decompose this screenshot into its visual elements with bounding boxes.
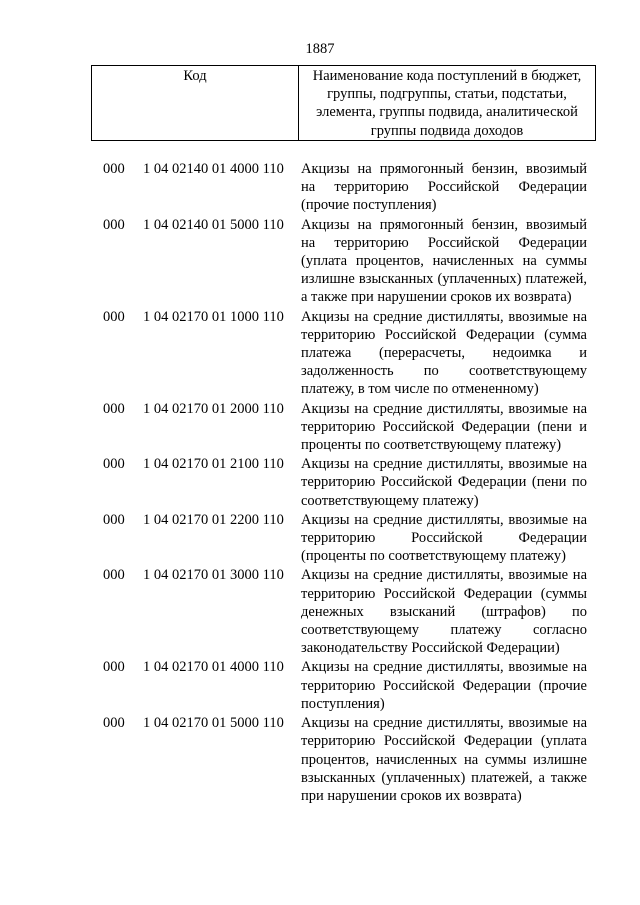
table-row bbox=[0, 511, 640, 566]
table-row bbox=[0, 216, 640, 307]
table-row bbox=[0, 160, 640, 215]
revenue-name: Акцизы на средние дистилляты, ввозимые на территорию Российской Федерации (проценты по соответствующему платежу) bbox=[301, 511, 587, 565]
revenue-name: Акцизы на средние дистилляты, ввозимые на территорию Российской Федерации (пени и проценты по соответствующему платежу) bbox=[301, 400, 587, 454]
admin-code: 000 bbox=[103, 161, 125, 177]
revenue-name: Акцизы на прямогонный бензин, ввозимый на территорию Российской Федерации (прочие поступления) bbox=[301, 161, 587, 214]
revenue-code: 1 04 02170 01 3000 110 bbox=[143, 567, 284, 584]
revenue-code: 1 04 02170 01 2100 110 bbox=[143, 456, 284, 473]
admin-code: 000 bbox=[103, 216, 125, 233]
revenue-code: 1 04 02170 01 5000 110 bbox=[143, 715, 284, 732]
revenue-name: Акцизы на средние дистилляты, ввозимые на территорию Российской Федерации (сумма платежа (перерасчеты, недоимка и задолженность по соответствующему платежу, в том числе по отмененному) bbox=[301, 308, 587, 398]
revenue-name: Акцизы на средние дистилляты, ввозимые на территорию Российской Федерации (пени по соответствующему платежу) bbox=[301, 456, 587, 509]
table-row bbox=[0, 308, 640, 399]
admin-code: 000 bbox=[103, 308, 125, 325]
header-name-label: Наименование кода поступлений в бюджет, группы, подгруппы, статьи, подстатьи, элемента, группы подвида, аналитической группы подвида доходов bbox=[312, 68, 582, 139]
revenue-name: Акцизы на средние дистилляты, ввозимые на территорию Российской Федерации (прочие поступления) bbox=[301, 659, 587, 712]
revenue-code: 1 04 02170 01 1000 110 bbox=[143, 308, 284, 325]
revenue-name: Акцизы на средние дистилляты, ввозимые на территорию Российской Федерации (суммы денежных взысканий (штрафов) по соответствующему платежу согласно законодательству Российской Федерации) bbox=[301, 567, 587, 657]
revenue-code: 1 04 02140 01 4000 110 bbox=[143, 161, 284, 177]
revenue-code: 1 04 02170 01 4000 110 bbox=[143, 659, 284, 676]
revenue-code: 1 04 02140 01 5000 110 bbox=[143, 216, 284, 233]
table-row bbox=[0, 455, 640, 510]
revenue-name: Акцизы на прямогонный бензин, ввозимый на территорию Российской Федерации (уплата процентов, начисленных на суммы излишне взысканных (уплаченных) платежей, а также при нарушении сроков их возврата) bbox=[301, 216, 587, 306]
admin-code: 000 bbox=[103, 456, 125, 473]
revenue-code: 1 04 02170 01 2000 110 bbox=[143, 400, 284, 417]
table-row bbox=[0, 400, 640, 455]
revenue-name: Акцизы на средние дистилляты, ввозимые на территорию Российской Федерации (уплата процентов, начисленных на суммы излишне взысканных (уплаченных) платежей, а также при нарушении сроков их возврата) bbox=[301, 715, 587, 804]
table-row bbox=[0, 566, 640, 657]
admin-code: 000 bbox=[103, 511, 125, 528]
admin-code: 000 bbox=[103, 400, 125, 417]
admin-code: 000 bbox=[103, 715, 125, 732]
table-header bbox=[91, 65, 596, 141]
admin-code: 000 bbox=[103, 567, 125, 584]
header-code-label: Код bbox=[92, 66, 299, 140]
table-row bbox=[0, 714, 640, 805]
admin-code: 000 bbox=[103, 659, 125, 676]
table-body bbox=[0, 160, 640, 806]
page-number: 1887 bbox=[305, 41, 335, 57]
revenue-code: 1 04 02170 01 2200 110 bbox=[143, 511, 284, 528]
table-row bbox=[0, 658, 640, 713]
